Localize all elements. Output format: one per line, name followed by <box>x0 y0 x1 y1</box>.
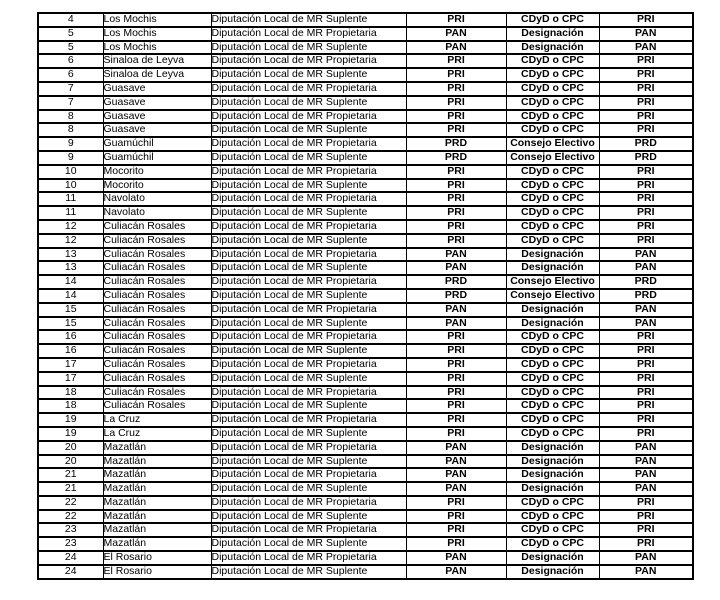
party-ratification-cell: PAN <box>599 565 693 579</box>
position-cell: Diputación Local de MR Propietaria <box>211 303 406 317</box>
party-cell: PRI <box>406 386 506 400</box>
district-number-cell: 19 <box>38 413 103 427</box>
locality-cell: Guasave <box>103 96 211 110</box>
district-number-cell: 17 <box>38 372 103 386</box>
district-number-cell: 20 <box>38 455 103 469</box>
table-row <box>38 510 693 524</box>
locality-cell: Guamúchil <box>103 151 211 165</box>
locality-cell: El Rosario <box>103 565 211 579</box>
position-cell: Diputación Local de MR Suplente <box>211 96 406 110</box>
district-number-cell: 24 <box>38 551 103 565</box>
selection-method-cell: CDyD o CPC <box>506 179 599 193</box>
district-number-cell: 5 <box>38 41 103 55</box>
position-cell: Diputación Local de MR Suplente <box>211 455 406 469</box>
party-ratification-cell: PRI <box>599 358 693 372</box>
position-cell: Diputación Local de MR Suplente <box>211 427 406 441</box>
party-ratification-cell: PRD <box>599 289 693 303</box>
table-row <box>38 165 693 179</box>
party-cell: PRI <box>406 220 506 234</box>
position-cell: Diputación Local de MR Propietaria <box>211 358 406 372</box>
party-ratification-cell: PRD <box>599 151 693 165</box>
locality-cell: Culiacán Rosales <box>103 358 211 372</box>
table-row <box>38 261 693 275</box>
party-cell: PRI <box>406 96 506 110</box>
district-number-cell: 5 <box>38 27 103 41</box>
table-row <box>38 317 693 331</box>
position-cell: Diputación Local de MR Propietaria <box>211 523 406 537</box>
table-row <box>38 551 693 565</box>
party-ratification-cell: PRI <box>599 123 693 137</box>
party-ratification-cell: PRI <box>599 510 693 524</box>
position-cell: Diputación Local de MR Propietaria <box>211 413 406 427</box>
district-number-cell: 7 <box>38 96 103 110</box>
district-number-cell: 17 <box>38 358 103 372</box>
district-number-cell: 15 <box>38 303 103 317</box>
district-number-cell: 8 <box>38 110 103 124</box>
position-cell: Diputación Local de MR Suplente <box>211 565 406 579</box>
position-cell: Diputación Local de MR Propietaria <box>211 330 406 344</box>
position-cell: Diputación Local de MR Suplente <box>211 206 406 220</box>
selection-method-cell: CDyD o CPC <box>506 523 599 537</box>
locality-cell: Culiacán Rosales <box>103 275 211 289</box>
party-ratification-cell: PAN <box>599 27 693 41</box>
locality-cell: Navolato <box>103 206 211 220</box>
table-row <box>38 96 693 110</box>
table-row <box>38 220 693 234</box>
party-ratification-cell: PRI <box>599 330 693 344</box>
table-row <box>38 303 693 317</box>
position-cell: Diputación Local de MR Propietaria <box>211 110 406 124</box>
party-ratification-cell: PRI <box>599 206 693 220</box>
position-cell: Diputación Local de MR Suplente <box>211 372 406 386</box>
party-ratification-cell: PRI <box>599 234 693 248</box>
party-cell: PRI <box>406 165 506 179</box>
party-ratification-cell: PAN <box>599 482 693 496</box>
selection-method-cell: Designación <box>506 455 599 469</box>
selection-method-cell: CDyD o CPC <box>506 165 599 179</box>
selection-method-cell: CDyD o CPC <box>506 537 599 551</box>
diputaciones-table-body <box>38 13 693 579</box>
selection-method-cell: CDyD o CPC <box>506 96 599 110</box>
locality-cell: Guasave <box>103 123 211 137</box>
party-ratification-cell: PRI <box>599 386 693 400</box>
locality-cell: La Cruz <box>103 427 211 441</box>
table-row <box>38 289 693 303</box>
table-row <box>38 441 693 455</box>
selection-method-cell: Designación <box>506 482 599 496</box>
table-row <box>38 372 693 386</box>
locality-cell: Mazatlán <box>103 455 211 469</box>
position-cell: Diputación Local de MR Suplente <box>211 399 406 413</box>
position-cell: Diputación Local de MR Propietaria <box>211 248 406 262</box>
party-ratification-cell: PAN <box>599 248 693 262</box>
selection-method-cell: CDyD o CPC <box>506 110 599 124</box>
party-cell: PRI <box>406 206 506 220</box>
district-number-cell: 22 <box>38 510 103 524</box>
table-row <box>38 110 693 124</box>
position-cell: Diputación Local de MR Propietaria <box>211 551 406 565</box>
party-ratification-cell: PRI <box>599 179 693 193</box>
district-number-cell: 13 <box>38 261 103 275</box>
locality-cell: Culiacán Rosales <box>103 372 211 386</box>
table-row <box>38 537 693 551</box>
locality-cell: Mazatlán <box>103 510 211 524</box>
selection-method-cell: Designación <box>506 317 599 331</box>
selection-method-cell: CDyD o CPC <box>506 427 599 441</box>
party-cell: PAN <box>406 565 506 579</box>
party-cell: PRI <box>406 330 506 344</box>
selection-method-cell: CDyD o CPC <box>506 68 599 82</box>
district-number-cell: 4 <box>38 13 103 27</box>
party-cell: PRI <box>406 496 506 510</box>
district-number-cell: 8 <box>38 123 103 137</box>
district-number-cell: 15 <box>38 317 103 331</box>
selection-method-cell: CDyD o CPC <box>506 54 599 68</box>
district-number-cell: 12 <box>38 234 103 248</box>
table-row <box>38 68 693 82</box>
position-cell: Diputación Local de MR Suplente <box>211 151 406 165</box>
party-ratification-cell: PRI <box>599 427 693 441</box>
position-cell: Diputación Local de MR Propietaria <box>211 27 406 41</box>
district-number-cell: 22 <box>38 496 103 510</box>
locality-cell: Los Mochis <box>103 27 211 41</box>
party-ratification-cell: PRI <box>599 82 693 96</box>
selection-method-cell: CDyD o CPC <box>506 330 599 344</box>
party-cell: PRI <box>406 110 506 124</box>
party-ratification-cell: PAN <box>599 455 693 469</box>
position-cell: Diputación Local de MR Propietaria <box>211 165 406 179</box>
district-number-cell: 10 <box>38 165 103 179</box>
selection-method-cell: CDyD o CPC <box>506 358 599 372</box>
position-cell: Diputación Local de MR Propietaria <box>211 137 406 151</box>
locality-cell: Culiacán Rosales <box>103 303 211 317</box>
locality-cell: Los Mochis <box>103 13 211 27</box>
district-number-cell: 10 <box>38 179 103 193</box>
selection-method-cell: Designación <box>506 248 599 262</box>
party-cell: PRD <box>406 289 506 303</box>
party-ratification-cell: PRI <box>599 496 693 510</box>
locality-cell: Culiacán Rosales <box>103 344 211 358</box>
table-row <box>38 399 693 413</box>
party-cell: PRI <box>406 68 506 82</box>
party-cell: PRD <box>406 137 506 151</box>
party-ratification-cell: PRI <box>599 96 693 110</box>
selection-method-cell: CDyD o CPC <box>506 399 599 413</box>
selection-method-cell: Designación <box>506 261 599 275</box>
party-cell: PRI <box>406 537 506 551</box>
table-row <box>38 41 693 55</box>
party-ratification-cell: PRI <box>599 537 693 551</box>
table-row <box>38 54 693 68</box>
district-number-cell: 16 <box>38 330 103 344</box>
selection-method-cell: CDyD o CPC <box>506 13 599 27</box>
district-number-cell: 18 <box>38 386 103 400</box>
selection-method-cell: Designación <box>506 441 599 455</box>
party-ratification-cell: PAN <box>599 261 693 275</box>
selection-method-cell: Designación <box>506 41 599 55</box>
selection-method-cell: CDyD o CPC <box>506 234 599 248</box>
position-cell: Diputación Local de MR Propietaria <box>211 468 406 482</box>
position-cell: Diputación Local de MR Propietaria <box>211 275 406 289</box>
selection-method-cell: Designación <box>506 565 599 579</box>
party-cell: PAN <box>406 27 506 41</box>
position-cell: Diputación Local de MR Suplente <box>211 482 406 496</box>
diputaciones-table <box>37 12 694 580</box>
locality-cell: Navolato <box>103 192 211 206</box>
party-cell: PRI <box>406 192 506 206</box>
locality-cell: Culiacán Rosales <box>103 220 211 234</box>
party-cell: PRI <box>406 399 506 413</box>
selection-method-cell: CDyD o CPC <box>506 386 599 400</box>
party-cell: PRD <box>406 275 506 289</box>
locality-cell: El Rosario <box>103 551 211 565</box>
table-row <box>38 179 693 193</box>
locality-cell: Culiacán Rosales <box>103 386 211 400</box>
position-cell: Diputación Local de MR Propietaria <box>211 386 406 400</box>
party-ratification-cell: PRI <box>599 13 693 27</box>
position-cell: Diputación Local de MR Suplente <box>211 234 406 248</box>
locality-cell: Culiacán Rosales <box>103 289 211 303</box>
district-number-cell: 13 <box>38 248 103 262</box>
locality-cell: Guasave <box>103 110 211 124</box>
party-cell: PAN <box>406 455 506 469</box>
district-number-cell: 24 <box>38 565 103 579</box>
position-cell: Diputación Local de MR Propietaria <box>211 496 406 510</box>
party-ratification-cell: PRI <box>599 372 693 386</box>
party-ratification-cell: PRI <box>599 344 693 358</box>
selection-method-cell: CDyD o CPC <box>506 496 599 510</box>
table-row <box>38 344 693 358</box>
selection-method-cell: CDyD o CPC <box>506 510 599 524</box>
selection-method-cell: Consejo Electivo <box>506 289 599 303</box>
district-number-cell: 9 <box>38 151 103 165</box>
party-cell: PRI <box>406 82 506 96</box>
position-cell: Diputación Local de MR Suplente <box>211 537 406 551</box>
selection-method-cell: Consejo Electivo <box>506 151 599 165</box>
district-number-cell: 6 <box>38 68 103 82</box>
party-cell: PAN <box>406 41 506 55</box>
party-cell: PAN <box>406 551 506 565</box>
position-cell: Diputación Local de MR Propietaria <box>211 441 406 455</box>
table-row <box>38 523 693 537</box>
locality-cell: Culiacán Rosales <box>103 248 211 262</box>
district-number-cell: 7 <box>38 82 103 96</box>
party-cell: PRI <box>406 372 506 386</box>
district-number-cell: 6 <box>38 54 103 68</box>
party-ratification-cell: PRD <box>599 275 693 289</box>
party-cell: PRI <box>406 413 506 427</box>
party-ratification-cell: PAN <box>599 41 693 55</box>
party-cell: PAN <box>406 303 506 317</box>
district-number-cell: 14 <box>38 275 103 289</box>
locality-cell: Sinaloa de Leyva <box>103 68 211 82</box>
party-cell: PRI <box>406 13 506 27</box>
locality-cell: Mazatlán <box>103 496 211 510</box>
district-number-cell: 11 <box>38 192 103 206</box>
district-number-cell: 21 <box>38 468 103 482</box>
selection-method-cell: CDyD o CPC <box>506 413 599 427</box>
table-row <box>38 455 693 469</box>
district-number-cell: 12 <box>38 220 103 234</box>
selection-method-cell: Designación <box>506 551 599 565</box>
party-ratification-cell: PRI <box>599 165 693 179</box>
party-cell: PRI <box>406 179 506 193</box>
party-cell: PRI <box>406 123 506 137</box>
selection-method-cell: Designación <box>506 303 599 317</box>
position-cell: Diputación Local de MR Suplente <box>211 68 406 82</box>
table-row <box>38 468 693 482</box>
locality-cell: Sinaloa de Leyva <box>103 54 211 68</box>
party-ratification-cell: PRI <box>599 192 693 206</box>
locality-cell: Mazatlán <box>103 482 211 496</box>
selection-method-cell: CDyD o CPC <box>506 220 599 234</box>
district-number-cell: 18 <box>38 399 103 413</box>
table-row <box>38 275 693 289</box>
district-number-cell: 14 <box>38 289 103 303</box>
district-number-cell: 16 <box>38 344 103 358</box>
party-cell: PAN <box>406 261 506 275</box>
party-cell: PRD <box>406 151 506 165</box>
district-number-cell: 23 <box>38 537 103 551</box>
locality-cell: Mazatlán <box>103 468 211 482</box>
locality-cell: Mazatlán <box>103 523 211 537</box>
party-cell: PRI <box>406 344 506 358</box>
locality-cell: Mocorito <box>103 179 211 193</box>
district-number-cell: 19 <box>38 427 103 441</box>
party-ratification-cell: PRI <box>599 54 693 68</box>
party-cell: PRI <box>406 54 506 68</box>
party-cell: PRI <box>406 427 506 441</box>
position-cell: Diputación Local de MR Suplente <box>211 261 406 275</box>
party-cell: PAN <box>406 468 506 482</box>
locality-cell: Culiacán Rosales <box>103 399 211 413</box>
district-number-cell: 11 <box>38 206 103 220</box>
party-ratification-cell: PAN <box>599 441 693 455</box>
table-row <box>38 565 693 579</box>
locality-cell: Mocorito <box>103 165 211 179</box>
table-row <box>38 151 693 165</box>
table-row <box>38 123 693 137</box>
position-cell: Diputación Local de MR Suplente <box>211 344 406 358</box>
table-row <box>38 358 693 372</box>
selection-method-cell: CDyD o CPC <box>506 82 599 96</box>
locality-cell: Culiacán Rosales <box>103 330 211 344</box>
party-cell: PAN <box>406 317 506 331</box>
position-cell: Diputación Local de MR Propietaria <box>211 192 406 206</box>
position-cell: Diputación Local de MR Propietaria <box>211 82 406 96</box>
table-row <box>38 82 693 96</box>
selection-method-cell: Consejo Electivo <box>506 275 599 289</box>
table-row <box>38 496 693 510</box>
party-cell: PRI <box>406 523 506 537</box>
party-ratification-cell: PRI <box>599 399 693 413</box>
party-ratification-cell: PAN <box>599 551 693 565</box>
party-ratification-cell: PRI <box>599 68 693 82</box>
party-cell: PAN <box>406 248 506 262</box>
party-cell: PRI <box>406 358 506 372</box>
district-number-cell: 9 <box>38 137 103 151</box>
table-row <box>38 330 693 344</box>
district-number-cell: 21 <box>38 482 103 496</box>
district-number-cell: 23 <box>38 523 103 537</box>
table-row <box>38 192 693 206</box>
position-cell: Diputación Local de MR Suplente <box>211 123 406 137</box>
locality-cell: Mazatlán <box>103 441 211 455</box>
table-row <box>38 137 693 151</box>
locality-cell: Culiacán Rosales <box>103 261 211 275</box>
party-ratification-cell: PRI <box>599 220 693 234</box>
locality-cell: Culiacán Rosales <box>103 234 211 248</box>
position-cell: Diputación Local de MR Propietaria <box>211 54 406 68</box>
position-cell: Diputación Local de MR Suplente <box>211 289 406 303</box>
table-row <box>38 13 693 27</box>
table-row <box>38 386 693 400</box>
party-ratification-cell: PRI <box>599 523 693 537</box>
locality-cell: Guamúchil <box>103 137 211 151</box>
table-row <box>38 206 693 220</box>
table-row <box>38 248 693 262</box>
selection-method-cell: Consejo Electivo <box>506 137 599 151</box>
district-number-cell: 20 <box>38 441 103 455</box>
position-cell: Diputación Local de MR Suplente <box>211 13 406 27</box>
party-ratification-cell: PRI <box>599 413 693 427</box>
party-cell: PRI <box>406 510 506 524</box>
party-ratification-cell: PRD <box>599 137 693 151</box>
selection-method-cell: Designación <box>506 468 599 482</box>
party-cell: PRI <box>406 234 506 248</box>
position-cell: Diputación Local de MR Suplente <box>211 510 406 524</box>
locality-cell: Mazatlán <box>103 537 211 551</box>
party-ratification-cell: PAN <box>599 303 693 317</box>
selection-method-cell: CDyD o CPC <box>506 206 599 220</box>
locality-cell: Los Mochis <box>103 41 211 55</box>
locality-cell: La Cruz <box>103 413 211 427</box>
party-ratification-cell: PAN <box>599 317 693 331</box>
selection-method-cell: CDyD o CPC <box>506 192 599 206</box>
table-row <box>38 427 693 441</box>
position-cell: Diputación Local de MR Suplente <box>211 317 406 331</box>
locality-cell: Culiacán Rosales <box>103 317 211 331</box>
party-cell: PAN <box>406 441 506 455</box>
selection-method-cell: CDyD o CPC <box>506 372 599 386</box>
position-cell: Diputación Local de MR Suplente <box>211 179 406 193</box>
selection-method-cell: CDyD o CPC <box>506 123 599 137</box>
locality-cell: Guasave <box>103 82 211 96</box>
position-cell: Diputación Local de MR Propietaria <box>211 220 406 234</box>
position-cell: Diputación Local de MR Suplente <box>211 41 406 55</box>
table-row <box>38 234 693 248</box>
party-ratification-cell: PAN <box>599 468 693 482</box>
selection-method-cell: Designación <box>506 27 599 41</box>
party-ratification-cell: PRI <box>599 110 693 124</box>
table-row <box>38 413 693 427</box>
party-cell: PAN <box>406 482 506 496</box>
selection-method-cell: CDyD o CPC <box>506 344 599 358</box>
table-row <box>38 27 693 41</box>
table-row <box>38 482 693 496</box>
